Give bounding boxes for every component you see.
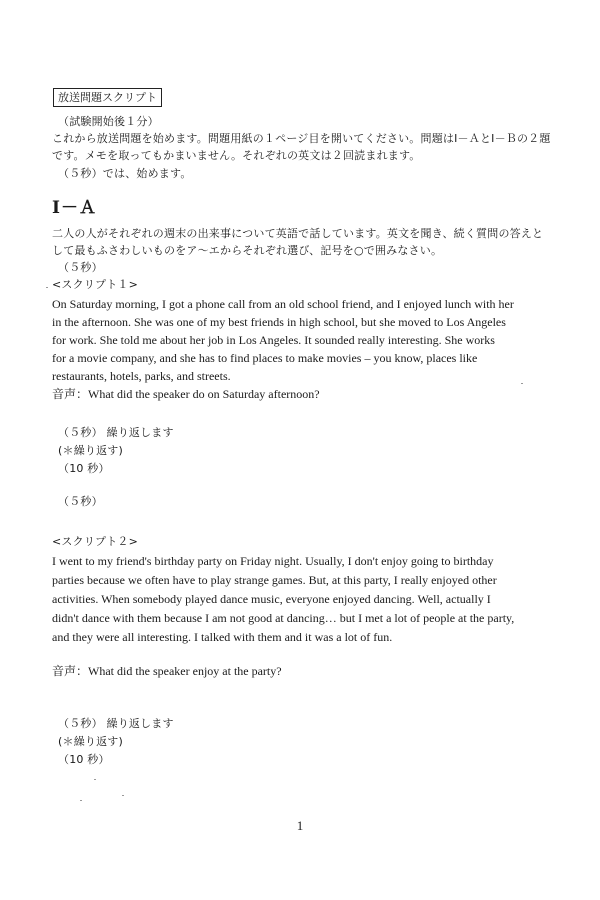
script2-line: and they were all interesting. I talked with them and it was a lot of fun. <box>52 630 393 644</box>
script2-line: parties because we often have to play strange games. But, at this party, I really enjoyed other <box>52 573 497 587</box>
script1-label: <スクリプト１> <box>52 278 139 291</box>
script1-line: for work. She told me about her job in Los Angeles. It sounded really interesting. She works <box>52 333 495 347</box>
script1-question: 音声：What did the speaker do on Saturday afternoon? <box>52 387 320 401</box>
section-title-1a: Ⅰ－Ａ <box>52 198 97 218</box>
scan-speck <box>80 800 82 801</box>
script1-repeat-note: (＊繰り返す) <box>58 444 123 457</box>
scan-speck <box>94 779 96 780</box>
page-number: 1 <box>296 818 304 833</box>
script-title-box: 放送問題スクリプト <box>53 88 162 107</box>
script1-line: for a movie company, and she has to find places to make movies – you know, places like <box>52 351 478 365</box>
scan-speck <box>46 287 48 288</box>
section-instruction-2: して最もふさわしいものをア～エからそれぞれ選び、記号を○で囲みなさい。 <box>52 244 443 257</box>
script1-line: in the afternoon. She was one of my best friends in high school, but she moved to Los Angeles <box>52 315 506 329</box>
script1-pause-after: （５秒） <box>58 495 103 508</box>
script2-line: activities. When somebody played dance music, everyone enjoyed dancing. Well, actually I <box>52 592 491 606</box>
script1-repeat-cue: （５秒） 繰り返します <box>58 426 174 439</box>
scan-speck <box>122 795 124 796</box>
intro-line-2: です。メモを取ってもかまいません。それぞれの英文は２回読まれます。 <box>52 149 421 162</box>
script2-repeat-cue: （５秒） 繰り返します <box>58 717 174 730</box>
section-instruction-1: 二人の人がそれぞれの週末の出来事について英語で話しています。英文を聞き、続く質問の答えと <box>52 227 544 240</box>
script2-repeat-note: (＊繰り返す) <box>58 735 123 748</box>
intro-line-3: （５秒）では、始めます。 <box>58 167 192 180</box>
intro-line-1: これから放送問題を始めます。問題用紙の１ページ目を開いてください。問題はⅠ－ＡとⅠ－Ｂの２題 <box>52 132 551 145</box>
exam-time-note: （試験開始後１分） <box>58 115 159 128</box>
scan-speck <box>521 383 523 384</box>
script2-wait: （10 秒） <box>58 753 110 766</box>
script2-line: I went to my friend's birthday party on Friday night. Usually, I don't enjoy going to birthday <box>52 554 494 568</box>
script1-line: restaurants, hotels, parks, and streets. <box>52 369 231 383</box>
script1-line: On Saturday morning, I got a phone call from an old school friend, and I enjoyed lunch with her <box>52 297 514 311</box>
script2-question: 音声：What did the speaker enjoy at the party? <box>52 664 282 678</box>
script2-line: didn't dance with them because I am not good at dancing… but I met a lot of people at the party, <box>52 611 515 625</box>
script1-wait: （10 秒） <box>58 462 110 475</box>
section-pause: （５秒） <box>58 261 103 274</box>
script2-label: <スクリプト２> <box>52 535 139 548</box>
